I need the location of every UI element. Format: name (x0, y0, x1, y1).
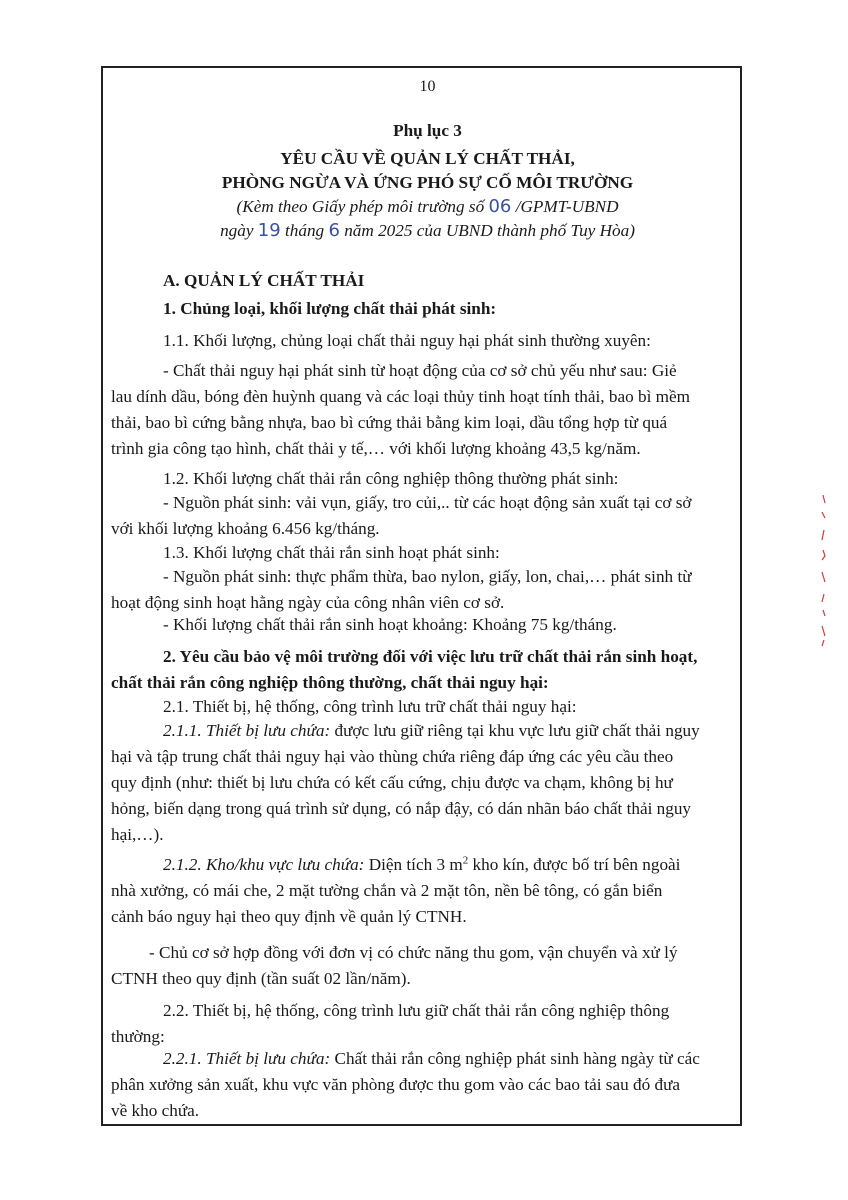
para-1-2: 1.2. Khối lượng chất thải rắn công nghiệp thông thường phát sinh: (163, 469, 619, 488)
para-2-2-1: 2.2.1. Thiết bị lưu chứa: Chất thải rắn công nghiệp phát sinh hàng ngày từ các phân xưởng sản xuất, khu vực văn phòng được thu gom vào các bao tải sau đó đưa về kho chứa. (111, 1049, 700, 1120)
title-line-1: YÊU CẦU VỀ QUẢN LÝ CHẤT THẢI, (280, 149, 575, 168)
title-line-2: PHÒNG NGỪA VÀ ỨNG PHÓ SỰ CỐ MÔI TRƯỜNG (221, 173, 634, 192)
para-domestic-waste: - Nguồn phát sinh: thực phẩm thừa, bao nylon, giấy, lon, chai,… phát sinh từ hoạt động sinh hoạt hằng ngày của công nhân viên cơ sở. (111, 567, 692, 612)
handwritten-month: 6 (328, 220, 340, 241)
page-number: 10 (419, 78, 436, 95)
seal-edge-mark (818, 490, 828, 650)
para-2-2: 2.2. Thiết bị, hệ thống, công trình lưu giữ chất thải rắn công nghiệp thông thường: (111, 1001, 670, 1046)
appendix-title: Phụ lục 3 (393, 121, 462, 140)
heading-2: 2. Yêu cầu bảo vệ môi trường đối với việc lưu trữ chất thải rắn sinh hoạt, chất thải rắn công nghiệp thông thường, chất thải nguy hại: (111, 647, 698, 692)
para-hazardous-waste: - Chất thải nguy hại phát sinh từ hoạt động của cơ sở chủ yếu như sau: Giẻ lau dính dầu, bóng đèn huỳnh quang và các loại thủy tinh hoạt tính thải, bao bì mềm thải, bao bì cứng bằng nhựa, bao bì cứng thải bằng kim loại, dầu tổng hợp từ quá trình gia công tạo hình, chất thải y tế,… với khối lượng khoảng 43,5 kg/năm. (111, 361, 691, 458)
para-2-1-1: 2.1.1. Thiết bị lưu chứa: được lưu giữ riêng tại khu vực lưu giữ chất thải nguy hại và tập trung chất thải nguy hại vào thùng chứa riêng đáp ứng các yêu cầu theo quy định (như: thiết bị lưu chứa có kết cấu cứng, chịu được va chạm, không bị hư hỏng, biến dạng trong quá trình sử dụng, có nắp đậy, có dán nhãn báo chất thải nguy hại,…). (111, 721, 700, 844)
section-a-heading: A. QUẢN LÝ CHẤT THẢI (163, 271, 365, 290)
handwritten-day: 19 (257, 220, 281, 241)
para-domestic-mass: - Khối lượng chất thải rắn sinh hoạt khoảng: Khoảng 75 kg/tháng. (163, 615, 617, 634)
handwritten-permit-number: 06 (488, 196, 512, 217)
para-1-1: 1.1. Khối lượng, chủng loại chất thải nguy hại phát sinh thường xuyên: (163, 331, 651, 350)
heading-1: 1. Chủng loại, khối lượng chất thải phát sinh: (163, 299, 497, 318)
para-2-1: 2.1. Thiết bị, hệ thống, công trình lưu trữ chất thải nguy hại: (163, 697, 577, 716)
subtitle-line-1: (Kèm theo Giấy phép môi trường số 06 /GPMT-UBND (236, 196, 619, 217)
subtitle-line-2: ngày 19 tháng 6 năm 2025 của UBND thành phố Tuy Hòa) (220, 220, 635, 241)
para-2-1-2: 2.1.2. Kho/khu vực lưu chứa: Diện tích 3 $m^2$ kho kín, được bố trí bên ngoài nhà xưởng, có mái che, 2 mặt tường chắn và 2 mặt tôn, nền bê tông, có gắn biển cảnh báo nguy hại theo quy định về quản lý CTNH. (111, 854, 681, 926)
para-contract: - Chủ cơ sở hợp đồng với đơn vị có chức năng thu gom, vận chuyển và xử lý CTNH theo quy định (tần suất 02 lần/năm). (111, 943, 678, 988)
para-industrial-waste: - Nguồn phát sinh: vải vụn, giấy, tro củi,.. từ các hoạt động sản xuất tại cơ sở với khối lượng khoảng 6.456 kg/tháng. (111, 493, 692, 538)
para-1-3: 1.3. Khối lượng chất thải rắn sinh hoạt phát sinh: (163, 543, 500, 562)
